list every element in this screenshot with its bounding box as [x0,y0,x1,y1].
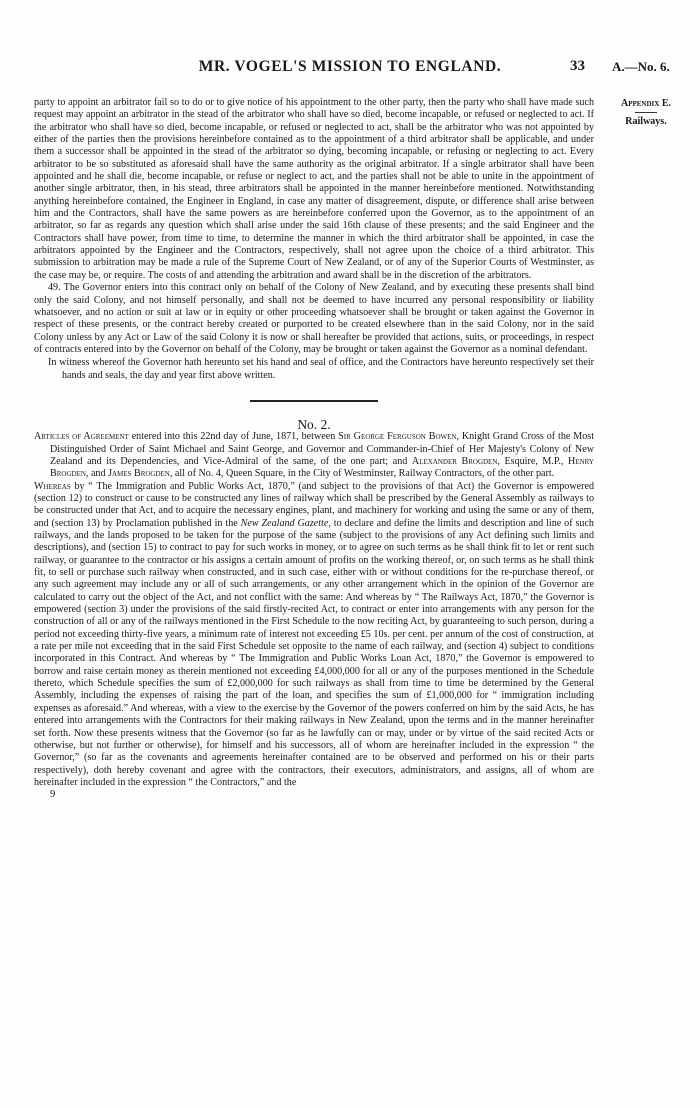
running-title: MR. VOGEL'S MISSION TO ENGLAND. [198,58,502,75]
margin-subject: Railways. [625,116,667,127]
section-title: No. 2. [297,416,331,432]
paragraph-clause-49: 49. The Governor enters into this contract only on behalf of the Colony of New Zealand, and by executing these presents shall bind only the said Colony, and not himself personally, and shall not be deemed to have incurred any personal responsibility or liability whatsoever, and no action or suit at law or in equity or other proceeding whatsoever shall be brought or taken against the Governor in respect of these presents, or the contract hereby created or purported to be created elsewhere than in the said Colony, nor in the said Colony unless by any Act or Law of the said Colony it is now or shall hereafter be provided that actions, suits, or proceedings, in respect of contracts entered into by the Governor on behalf of the Colony, may be brought or taken against the Governor as a nominal defendant. [34,282,594,355]
whereas-word: Whereas [34,480,71,492]
page-number: 33 [570,58,585,74]
paragraph-whereas: Whereas by “ The Immigration and Public Works Act, 1870,” (and subject to the provisions of that Act) the Governor is empowered (section 12) to construct or cause to be constructed any lines of railway which shall be prescribed by the General Assembly as railways to be constructed under that Act, and to acquire the necessary engines, plant, and machinery for working and using the same or any of them, and (section 13) by Proclamation published in the New Zealand Gazette, to declare and define the limits and description and line of such railways, and the lands proposed to be taken for the purpose of the same (subject to the provisions of any Act defining such limits and descriptions), and (section 15) to contract to pay for such works in money, or to agree on such terms as he shall think fit to let or rent such railway, or guarantee to the contractor or his assigns a certain amount of profits on the working thereof, or, on such terms as he shall think fit, to sell or purchase such railway when constructed, and in such case, either with or without conditions for the re-purchase thereof, or any such agreement may include any or all of such arrangements, or any other arrangement which in the opinion of the Governor are calculated to carry out the object of the Act, and not conflict with the same: And whereas by “ The Railways Act, 1870,” the Governor is empowered (section 3) under the provisions of the said firstly-recited Act, to contract or enter into arrangements with any person for the construction of all or any of the railways mentioned in the First Schedule to the now reciting Act, by guaranteeing to such person, during a period not exceeding thirty-five years, a minimum rate of interest not exceeding £5 10s. per cent. per annum of the cost of construction, at a rate per mile not exceeding that in the said First Schedule set opposite to the name of each railway, and (section 4) subject to conditions incorporated in this Contract. And whereas by “ The Immigration and Public Works Loan Act, 1870,” the Governor is empowered to borrow and raise certain money as therein mentioned not exceeding £4,000,000 for all or any of the purposes mentioned in the Schedule thereto, which Schedule specifies the sum of £2,000,000 for such railways as shall from time to time be determined by the General Assembly, including the expenses of raising the part of the loan, and specifies the sum of £1,000,000 for “ immigration including expenses as aforesaid.” And whereas, with a view to the exercise by the Governor of the powers conferred on him by the said Acts, he has entered into arrangements with the Contractors for their making railways in New Zealand, upon the terms and in the manner hereinafter set forth. Now these presents witness that the Governor (so far as he lawfully can or may, under or by virtue of the said recited Acts or otherwise, but not further or otherwise), for himself and his successors, all of whom are hereinafter included in the expression “ the Governor,” (so far as the covenants and agreements hereinafter contained are to be observed and performed on his or their parts respectively), doth hereby covenant and agree with the contractors, their executors, administrators, and assigns, all of whom are hereinafter included in the expression “ the Contractors,” and the [34,480,594,788]
margin-appendix: Appendix E. [620,98,671,109]
articles-heading: Articles of Agreement [34,431,129,443]
party-james-brogden: James Brogden [108,468,170,480]
body-text [34,97,594,802]
paragraph-articles: Articles of Agreement entered into this 22nd day of June, 1871, between Sir George Ferguson Bowen, Knight Grand Cross of the Most Distinguished Order of Saint Michael and Saint George, and Governor and Commander-in-Chief of Her Majesty's Colony of New Zealand and its Dependencies, and Vice-Admiral of the same, of the one part; and Alexander Brogden, Esquire, M.P., Henry Brogden, and James Brogden, all of No. 4, Queen Square, in the City of Westminster, Railway Contractors, of the other part. [34,431,595,480]
page-header [0,58,700,78]
party-governor: Sir George Ferguson Bowen [338,431,457,443]
party-alexander-brogden: Alexander Brogden [411,455,498,467]
section-divider [250,400,378,402]
paper-reference: A.—No. 6. [612,59,670,74]
folio-mark: 9 [50,789,56,801]
gazette-title: New Zealand Gazette [240,517,329,529]
paragraph-arbitration: party to appoint an arbitrator fail so to do or to give notice of his appointment to the other party, then the party who shall have made such request may appoint an arbitrator in the stead of the arbitrator who shall have so died, become incapable, or refused or neglected to act. If the arbitrator who shall have so died, become incapable, or refused or neglected to act, shall be the arbitrator who was not appointed by either of the parties then the provisions hereinbefore contained as to the appointment of a third arbitrator shall be applicable, and under them a successor shall be appointed in the stead of the arbitrator so dying, becoming incapable, or refusing or neglecting to act. Every arbitrator to be so substituted as aforesaid shall have the same authority as the original arbitrator. If a single arbitrator shall have been appointed and he shall die, become incapable, or refuse or neglect to act, and the parties shall not be able to unite in the appointment of another single arbitrator, then, in his stead, three arbitrators shall be appointed in the manner hereinbefore mentioned. Notwithstanding anything hereinbefore contained, the Engineer in England, in case any matter of disagreement, dispute, or difference shall arise between him and the Contractors, shall have the same powers as are hereinbefore conferred upon the Governor, as to the appointment of an arbitrator, so far as regards any question which shall arise under the said 16th clause of these presents; and the said Engineer and the Contractors shall have power, from time to time, to determine the manner in which the third arbitrator shall be appointed, in case the arbitrators appointed by the Engineer and the Contractors, respectively, shall not agree upon the choice of a third arbitrator. This submission to arbitration may be made a rule of the Supreme Court of New Zealand, or of any of the Superior Courts of Westminster, as the case may be, or require. The costs of and attending the arbitration and award shall be in the discretion of the arbitrators. [34,97,594,281]
paragraph-witness: In witness whereof the Governor hath hereunto set his hand and seal of office, and the Contractors have hereunto respectively set their hands and seals, the day and year first above written. [48,357,594,381]
margin-note [601,98,691,128]
party-henry-brogden: Henry Brogden [50,455,594,480]
margin-rule [635,112,657,113]
